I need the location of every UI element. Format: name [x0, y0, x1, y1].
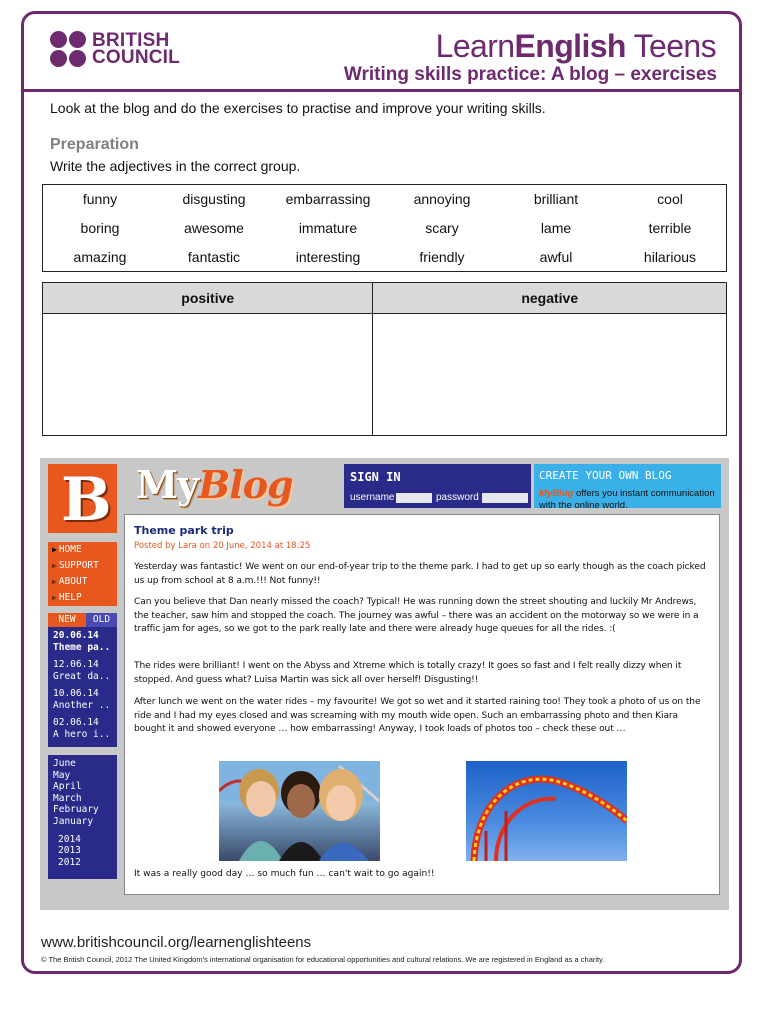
post-meta: Posted by Lara on 20 June, 2014 at 18:25 — [134, 541, 311, 551]
sign-in-panel — [344, 464, 531, 508]
positive-negative-table — [42, 282, 727, 436]
post-closing: It was a really good day … so much fun … can't wait to go again!! — [134, 869, 435, 879]
archive-month[interactable]: March — [53, 792, 82, 804]
negative-column-header: negative — [373, 283, 727, 314]
adjective-word: awesome — [184, 220, 244, 236]
british-council-dots-icon — [50, 31, 86, 67]
adjective-word: fantastic — [187, 249, 241, 265]
adjective-word: embarrassing — [285, 191, 371, 207]
play-arrow-icon: ▶ — [52, 593, 57, 602]
archive-year[interactable]: 2013 — [58, 845, 81, 857]
org-line-2: COUNCIL — [92, 47, 180, 68]
archive-month[interactable]: January — [53, 815, 94, 827]
post-title: Theme park trip — [134, 524, 234, 537]
archive-month[interactable]: May — [53, 769, 71, 781]
adjective-word: funny — [82, 191, 118, 207]
play-arrow-icon: ▶ — [52, 545, 57, 554]
create-blog-description: MyBlog offers you instant communication with the online world. — [539, 488, 715, 511]
page-title: Writing skills practice: A blog – exercises — [343, 64, 717, 85]
create-blog-title: CREATE YOUR OWN BLOG — [539, 469, 672, 482]
post-tabs — [48, 613, 117, 627]
nav-support[interactable]: ▶ SUPPORT — [52, 560, 99, 571]
blog-post — [124, 514, 720, 895]
post-list-item[interactable]: 12.06.14 Great da.. — [53, 659, 111, 682]
footer-copyright: © The British Council, 2012 The United Kingdom's international organisation for educational opportunities and cultural relations. We are registered in England as a charity. — [41, 955, 605, 964]
rollercoaster-photo — [466, 761, 627, 861]
sign-in-title: SIGN IN — [350, 470, 401, 484]
post-paragraph: Can you believe that Dan nearly missed the coach? Typical! He was running down the street shouting and luckily Mr Andrews, the teacher, saw him and stopped the coach. The journey was awful – there was an accident on the motorway so we were in a traffic jam for ages, so we got to the park really late and there were already huge queues for all the rides. :( — [134, 597, 699, 634]
nav-about[interactable]: ▶ ABOUT — [52, 576, 88, 587]
blog-side-nav — [48, 542, 117, 606]
post-paragraph: Yesterday was fantastic! We went on our end-of-year trip to the theme park. I had to get up so early though as the coach picked us up from school at 8 a.m.!!! Not funny!! — [134, 562, 706, 586]
preparation-heading: Preparation — [50, 136, 139, 153]
adjective-word: scary — [425, 220, 459, 236]
negative-answer-cell[interactable] — [373, 314, 727, 436]
password-label: password — [436, 492, 479, 503]
archive-list — [48, 755, 117, 879]
adjective-word: interesting — [295, 249, 361, 265]
archive-year[interactable]: 2014 — [58, 833, 81, 845]
archive-month[interactable]: February — [53, 804, 99, 816]
adjective-word: friendly — [419, 249, 465, 265]
adjective-word: lame — [540, 220, 572, 236]
post-paragraph: The rides were brilliant! I went on the Abyss and Xtreme which is totally crazy! It goes so fast and I felt really dizzy when it stopped. And guess what? Luisa Martin was sick all over herself! Disgusting!! — [134, 661, 682, 685]
adjective-word: boring — [80, 220, 120, 236]
myblog-logo: MyBlog — [136, 462, 293, 507]
adjective-word: terrible — [648, 220, 692, 236]
adjective-word: cool — [657, 191, 683, 207]
nav-home[interactable]: ▶ HOME — [52, 544, 82, 555]
tab-new[interactable]: NEW — [48, 613, 86, 627]
header-rule — [24, 89, 742, 92]
tab-old[interactable]: OLD — [86, 613, 117, 627]
create-blog-panel[interactable] — [534, 464, 721, 511]
adjective-word: immature — [298, 220, 358, 236]
archive-month[interactable]: April — [53, 781, 82, 793]
adjective-word: hilarious — [643, 249, 697, 265]
archive-year[interactable]: 2012 — [58, 856, 81, 868]
recent-posts-list — [48, 627, 117, 747]
org-line-1: BRITISH — [92, 30, 170, 51]
adjective-grid — [43, 185, 726, 276]
adjective-word: awful — [539, 249, 573, 265]
adjective-word: brilliant — [533, 191, 579, 207]
adjective-word: annoying — [413, 191, 471, 207]
post-paragraph: After lunch we went on the water rides – my favourite! We got so wet and it started raining too! They took a photo of us on the ride and I had my eyes closed and was screaming with my mouth wide open. Such an embarrassing photo and then Kiara bought it and showed everyone … how embarrassing! Anyway, I took loads of photos too – check these out … — [134, 697, 701, 734]
preparation-instruction: Write the adjectives in the correct group. — [50, 158, 301, 174]
play-arrow-icon: ▶ — [52, 561, 57, 570]
intro-text: Look at the blog and do the exercises to practise and improve your writing skills. — [50, 100, 546, 116]
post-list-item[interactable]: 02.06.14 A hero i.. — [53, 717, 111, 740]
post-list-item[interactable]: 20.06.14 Theme pa.. — [53, 630, 111, 653]
nav-help[interactable]: ▶ HELP — [52, 592, 82, 603]
positive-answer-cell[interactable] — [43, 314, 373, 436]
friends-photo — [219, 761, 380, 861]
password-input[interactable] — [482, 493, 528, 503]
adjective-word: amazing — [73, 249, 127, 265]
footer-url[interactable]: www.britishcouncil.org/learnenglishteens — [41, 934, 312, 951]
archive-month[interactable]: June — [53, 758, 76, 769]
british-council-logo — [50, 31, 180, 67]
play-arrow-icon: ▶ — [52, 577, 57, 586]
post-list-item[interactable]: 10.06.14 Another .. — [53, 688, 111, 711]
blog-screenshot — [40, 458, 729, 910]
username-label: username — [350, 492, 395, 503]
positive-column-header: positive — [43, 283, 373, 314]
adjective-word-box — [42, 184, 727, 272]
learnenglish-teens-logo: LearnEnglish Teens — [435, 28, 716, 64]
username-input[interactable] — [396, 493, 432, 503]
adjective-word: disgusting — [182, 191, 246, 207]
blog-b-logo: B — [48, 464, 117, 533]
